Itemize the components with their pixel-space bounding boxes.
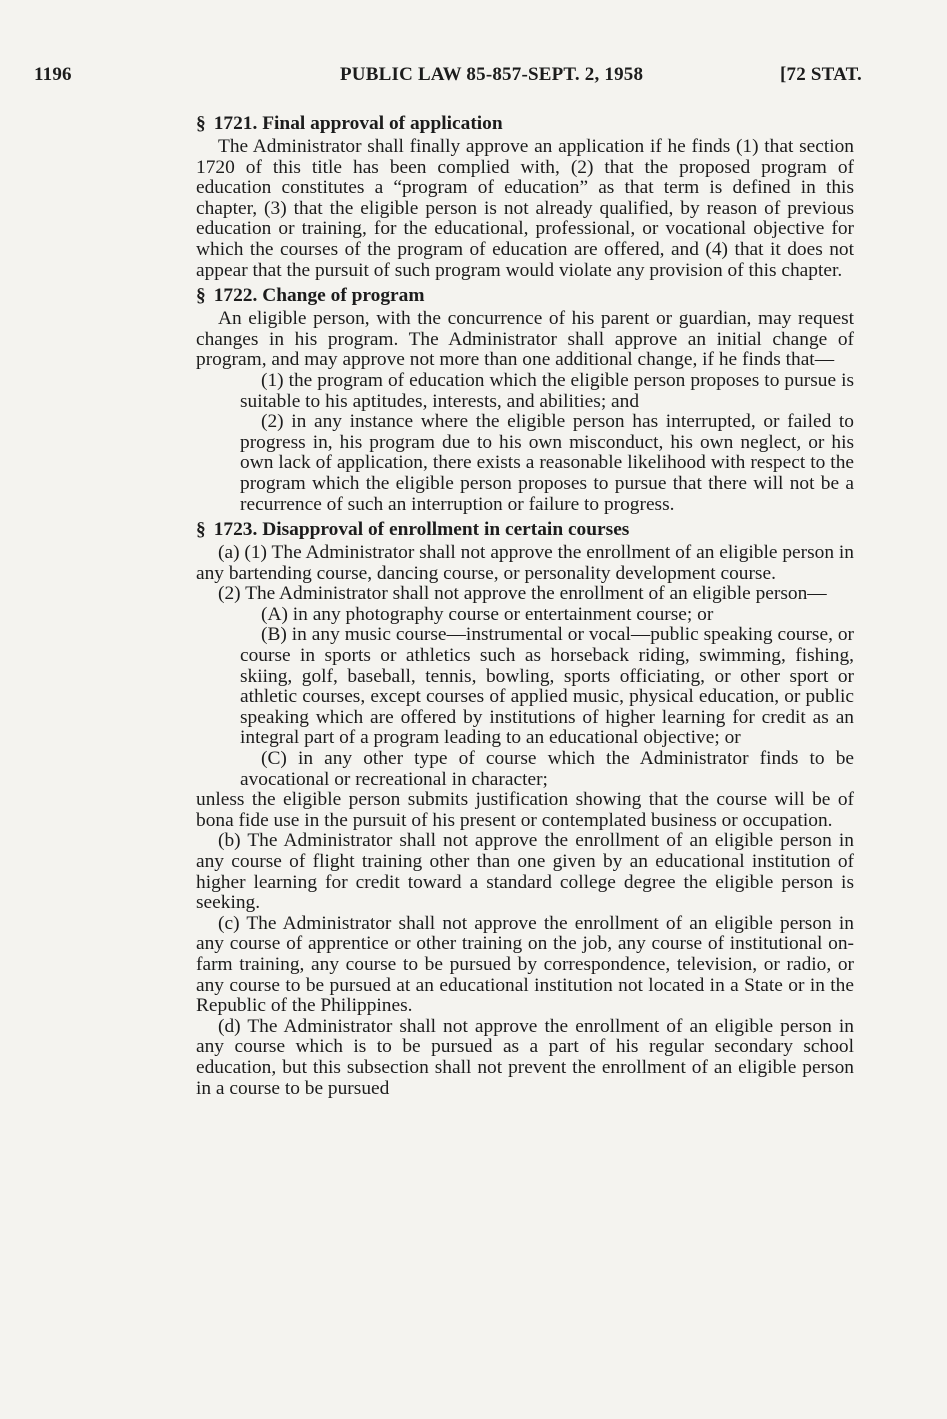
section-title: Final approval of application	[262, 113, 503, 134]
page-body	[196, 109, 854, 1099]
subsection-d: (d) The Administrator shall not approve the enrollment of an eligible person in any course which is to be pursued as a part of his regular secondary school education, but this subsection shall not prevent the enrollment of an eligible person in a course to be pursued	[196, 1015, 854, 1099]
clause-c: (C) in any other type of course which the Administrator finds to be avocational or recreational in character;	[240, 748, 854, 790]
section-symbol: §	[196, 285, 206, 307]
section-number: 1721.	[213, 113, 258, 134]
section-heading-1723	[196, 519, 854, 541]
clause-a: (A) in any photography course or entertainment course; or	[261, 603, 714, 625]
clause-b: (B) in any music course—instrumental or vocal—public speaking course, or course in sports or athletics such as horseback riding, swimming, fishing, skiing, golf, baseball, tennis, bowling, sports officiating, or other sport or athletic courses, except courses of applied music, physical education, or public speaking which are offered by institutions of higher learning for credit as an integral part of a program leading to an educational objective; or	[240, 624, 854, 749]
section-title: Change of program	[262, 285, 425, 307]
section-number: 1722.	[213, 285, 258, 307]
section-symbol: §	[196, 519, 206, 541]
section-heading-1722	[196, 285, 854, 307]
section-number: 1723.	[213, 519, 258, 541]
subsection-b: (b) The Administrator shall not approve the enrollment of an eligible person in any course of flight training other than one given by an educational institution of higher learning for credit toward a standard college degree the eligible person is seeking.	[196, 830, 854, 914]
clause-2: (2) in any instance where the eligible person has interrupted, or failed to progress in, his program due to his own misconduct, his own neglect, or his own lack of application, there exists a reasonable likelihood with respect to the program which the eligible person proposes to pursue that there will not be a recurrence of such an interruption or failure to progress.	[240, 411, 854, 515]
running-title: PUBLIC LAW 85-857-SEPT. 2, 1958	[340, 64, 644, 85]
page-number: 1196	[34, 64, 72, 85]
volume-reference: [72 STAT.	[779, 64, 862, 85]
paragraph-unless: unless the eligible person submits justification showing that the course will be of bona fide use in the pursuit of his present or contemplated business or occupation.	[196, 789, 854, 831]
subsection-a-2: (2) The Administrator shall not approve the enrollment of an eligible person—	[218, 583, 827, 605]
paragraph: An eligible person, with the concurrence of his parent or guardian, may request changes in his program. The Administrator shall approve an initial change of program, and may approve not more than one additional change, if he finds that—	[196, 308, 854, 371]
page-header	[34, 64, 862, 88]
subsection-c: (c) The Administrator shall not approve the enrollment of an eligible person in any course of apprentice or other training on the job, any course of institutional on-farm training, any course to be pursued by correspondence, television, or radio, or any course to be pursued at an educational institution not located in a State or in the Republic of the Philippines.	[196, 912, 854, 1017]
paragraph: The Administrator shall finally approve an application if he finds (1) that section 1720 of this title has been complied with, (2) that the proposed program of education constitutes a “program of education” as that term is defined in this chapter, (3) that the eligible person is not already qualified, by reason of previous education or training, for the educational, professional, or vocational objective for which the courses of the program of education are offered, and (4) that it does not appear that the pursuit of such program would violate any provision of this chapter.	[196, 136, 854, 281]
section-title: Disapproval of enrollment in certain courses	[262, 519, 630, 541]
section-heading-1721	[196, 113, 854, 135]
section-symbol: §	[196, 113, 206, 134]
subsection-a-1: (a) (1) The Administrator shall not approve the enrollment of an eligible person in any bartending course, dancing course, or personality development course.	[196, 542, 854, 584]
clause-1: (1) the program of education which the eligible person proposes to pursue is suitable to his aptitudes, interests, and abilities; and	[240, 369, 854, 412]
